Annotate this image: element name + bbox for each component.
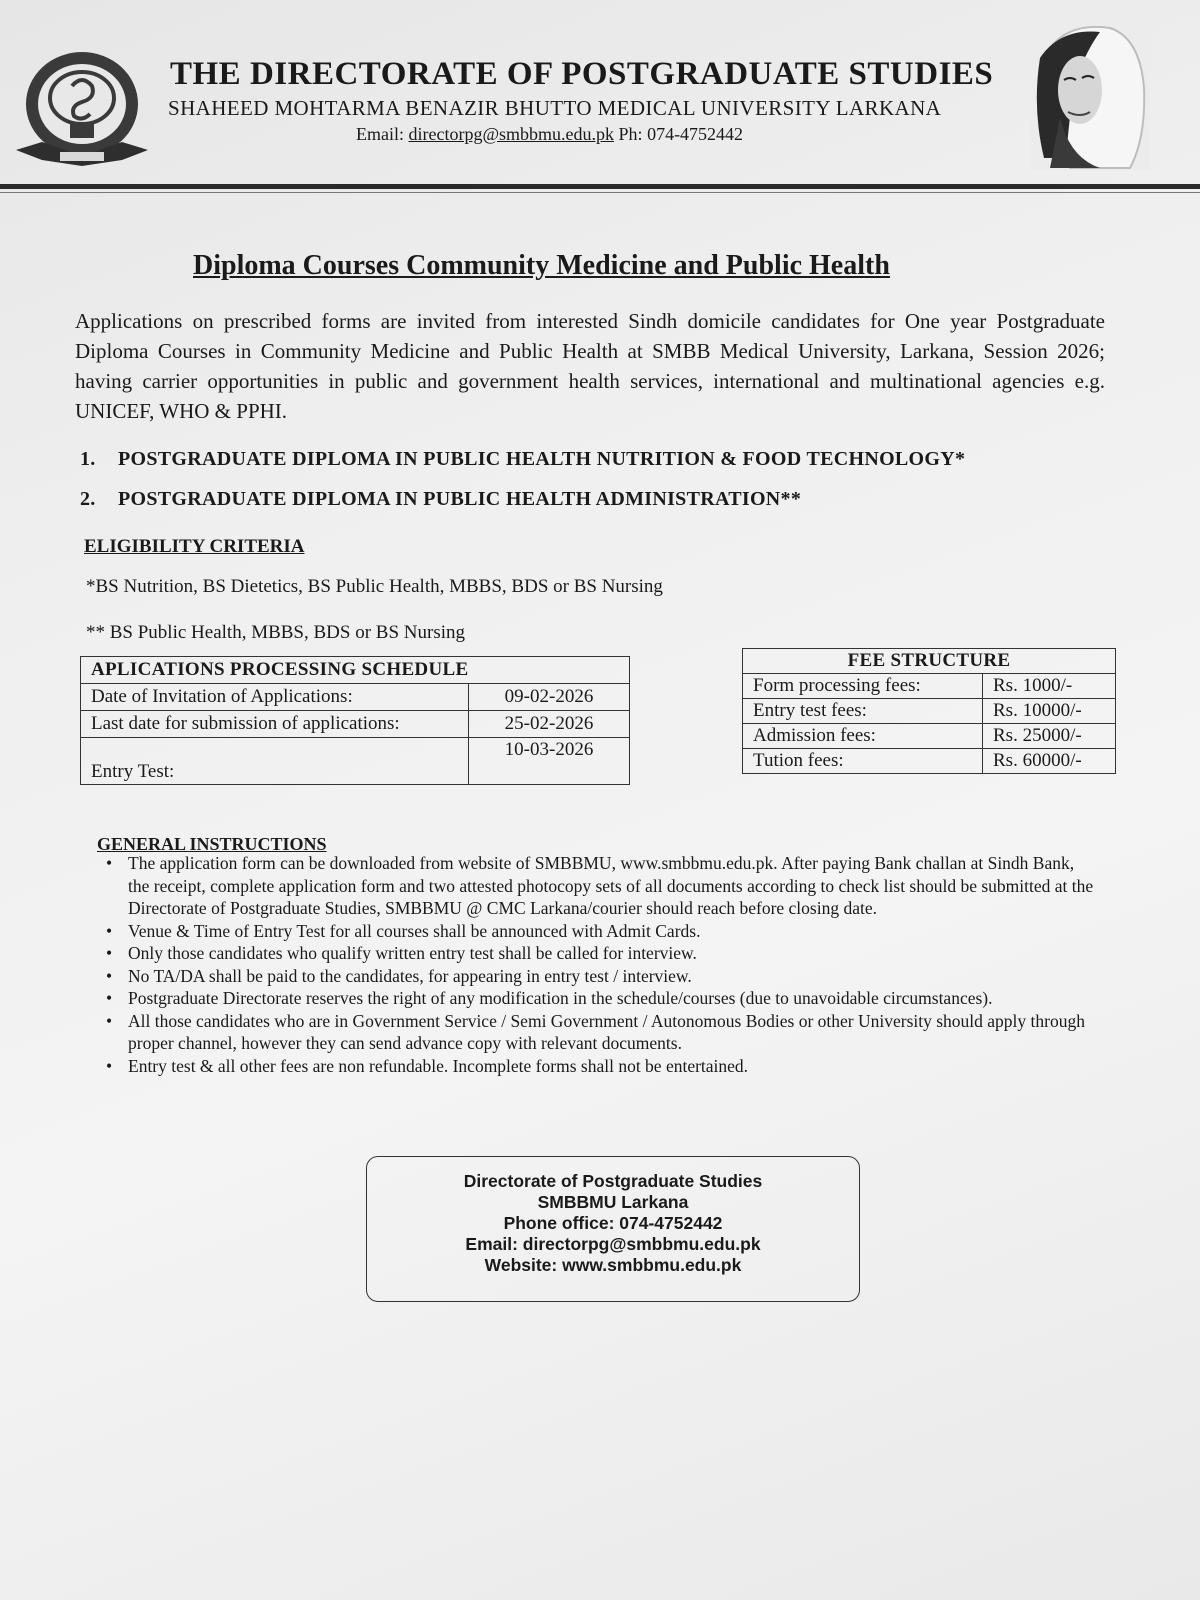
- course-item: [80, 448, 965, 471]
- table-row: [743, 699, 1116, 724]
- contact-email: Email: directorpg@smbbmu.edu.pk: [465, 1234, 761, 1254]
- schedule-caption: APLICATIONS PROCESSING SCHEDULE: [81, 657, 630, 684]
- list-item: [106, 852, 1096, 920]
- fee-caption: FEE STRUCTURE: [743, 649, 1116, 674]
- schedule-label: Date of Invitation of Applications:: [81, 684, 469, 711]
- header-divider-thin: [0, 192, 1200, 193]
- table-row: [743, 724, 1116, 749]
- bullet-icon: •: [106, 1055, 113, 1076]
- course-number: 2.: [80, 488, 96, 510]
- list-item: [106, 1055, 1096, 1078]
- bullet-icon: •: [106, 920, 113, 941]
- bullet-icon: •: [106, 965, 113, 986]
- fee-label: Admission fees:: [743, 724, 983, 749]
- bullet-icon: •: [106, 853, 113, 873]
- bullet-icon: •: [106, 1010, 113, 1031]
- intro-paragraph: Applications on prescribed forms are invited from interested Sindh domicile candidates for One year Postgraduate Diploma Courses in Community Medicine and Public Health at SMBB Medical University, Larkana, Session 2026; having carrier opportunities in public and government health services, international and multinational agencies e.g. UNICEF, WHO & PPHI.: [75, 309, 1105, 423]
- fee-amount: Rs. 25000/-: [983, 724, 1116, 749]
- fee-amount: Rs. 1000/-: [983, 674, 1116, 699]
- table-row: [81, 711, 630, 738]
- course-name: POSTGRADUATE DIPLOMA IN PUBLIC HEALTH NUTRITION & FOOD TECHNOLOGY*: [118, 448, 966, 470]
- contact-website: Website: www.smbbmu.edu.pk: [484, 1255, 742, 1275]
- instructions-list: [106, 852, 1096, 1077]
- table-row: [743, 749, 1116, 774]
- contact-university: SMBBMU Larkana: [537, 1192, 689, 1212]
- bullet-icon: •: [106, 988, 113, 1008]
- table-row: [81, 738, 630, 785]
- phone-label: Ph:: [618, 124, 643, 144]
- instruction-text: Postgraduate Directorate reserves the right of any modification in the schedule/courses (due to unavoidable circumstances).: [128, 988, 993, 1008]
- contact-box: [366, 1156, 860, 1302]
- instruction-text: Venue & Time of Entry Test for all courses shall be announced with Admit Cards.: [128, 920, 701, 941]
- instruction-text: All those candidates who are in Government Service / Semi Government / Autonomous Bodies or other University should apply through proper channel, however they can send advance copy with relevant documents.: [128, 1010, 1085, 1053]
- instruction-text: Entry test & all other fees are non refundable. Incomplete forms shall not be entertained.: [128, 1055, 749, 1076]
- schedule-date: 25-02-2026: [469, 711, 630, 738]
- eligibility-item: *BS Nutrition, BS Dietetics, BS Public Health, MBBS, BDS or BS Nursing: [86, 576, 663, 597]
- instruction-text: Only those candidates who qualify written entry test shall be called for interview.: [128, 943, 697, 963]
- fee-table: [742, 648, 1116, 774]
- table-row: [81, 684, 630, 711]
- fee-label: Form processing fees:: [743, 674, 983, 699]
- instructions-heading: GENERAL INSTRUCTIONS: [97, 834, 327, 854]
- university-seal-icon: [12, 46, 152, 172]
- phone-number: 074-4752442: [647, 124, 744, 144]
- email-label: Email:: [356, 124, 404, 144]
- schedule-date: 10-03-2026: [469, 738, 630, 785]
- schedule-label: Entry Test:: [81, 738, 469, 785]
- instruction-text: The application form can be downloaded from website of SMBBMU, www.smbbmu.edu.pk. After paying Bank challan at Sindh Bank, the receipt, complete application form and two attested photocopy sets of all documents according to check list should be submitted at the Directorate of Postgraduate Studies, SMBBMU @ CMC Larkana/courier should reach before closing date.: [128, 853, 1094, 918]
- list-item: [106, 987, 1096, 1010]
- list-item: [106, 965, 1096, 988]
- header-title: THE DIRECTORATE OF POSTGRADUATE STUDIES: [170, 56, 994, 92]
- eligibility-heading: ELIGIBILITY CRITERIA: [84, 536, 305, 557]
- list-item: [106, 942, 1096, 965]
- course-number: 1.: [80, 448, 96, 470]
- fee-amount: Rs. 10000/-: [983, 699, 1116, 724]
- header-divider: [0, 184, 1200, 189]
- course-name: POSTGRADUATE DIPLOMA IN PUBLIC HEALTH ADMINISTRATION**: [118, 488, 802, 510]
- table-row: [743, 674, 1116, 699]
- instruction-text: No TA/DA shall be paid to the candidates, for appearing in entry test / interview.: [128, 965, 692, 986]
- course-item: [80, 488, 801, 511]
- email-link[interactable]: directorpg@smbbmu.edu.pk: [408, 124, 615, 144]
- schedule-date: 09-02-2026: [469, 684, 630, 711]
- header-contact: [356, 124, 743, 145]
- portrait-photo: [1030, 18, 1150, 170]
- schedule-table: [80, 656, 630, 785]
- fee-label: Entry test fees:: [743, 699, 983, 724]
- eligibility-item: ** BS Public Health, MBBS, BDS or BS Nursing: [86, 622, 465, 643]
- contact-phone: Phone office: 074-4752442: [503, 1213, 723, 1233]
- header-subtitle: SHAHEED MOHTARMA BENAZIR BHUTTO MEDICAL UNIVERSITY LARKANA: [168, 96, 942, 120]
- list-item: [106, 920, 1096, 943]
- bullet-icon: •: [106, 943, 113, 963]
- document-title: Diploma Courses Community Medicine and Public Health: [193, 250, 890, 281]
- list-item: [106, 1010, 1096, 1055]
- fee-label: Tution fees:: [743, 749, 983, 774]
- fee-amount: Rs. 60000/-: [983, 749, 1116, 774]
- schedule-label: Last date for submission of applications:: [81, 711, 469, 738]
- contact-office: Directorate of Postgraduate Studies: [463, 1171, 763, 1191]
